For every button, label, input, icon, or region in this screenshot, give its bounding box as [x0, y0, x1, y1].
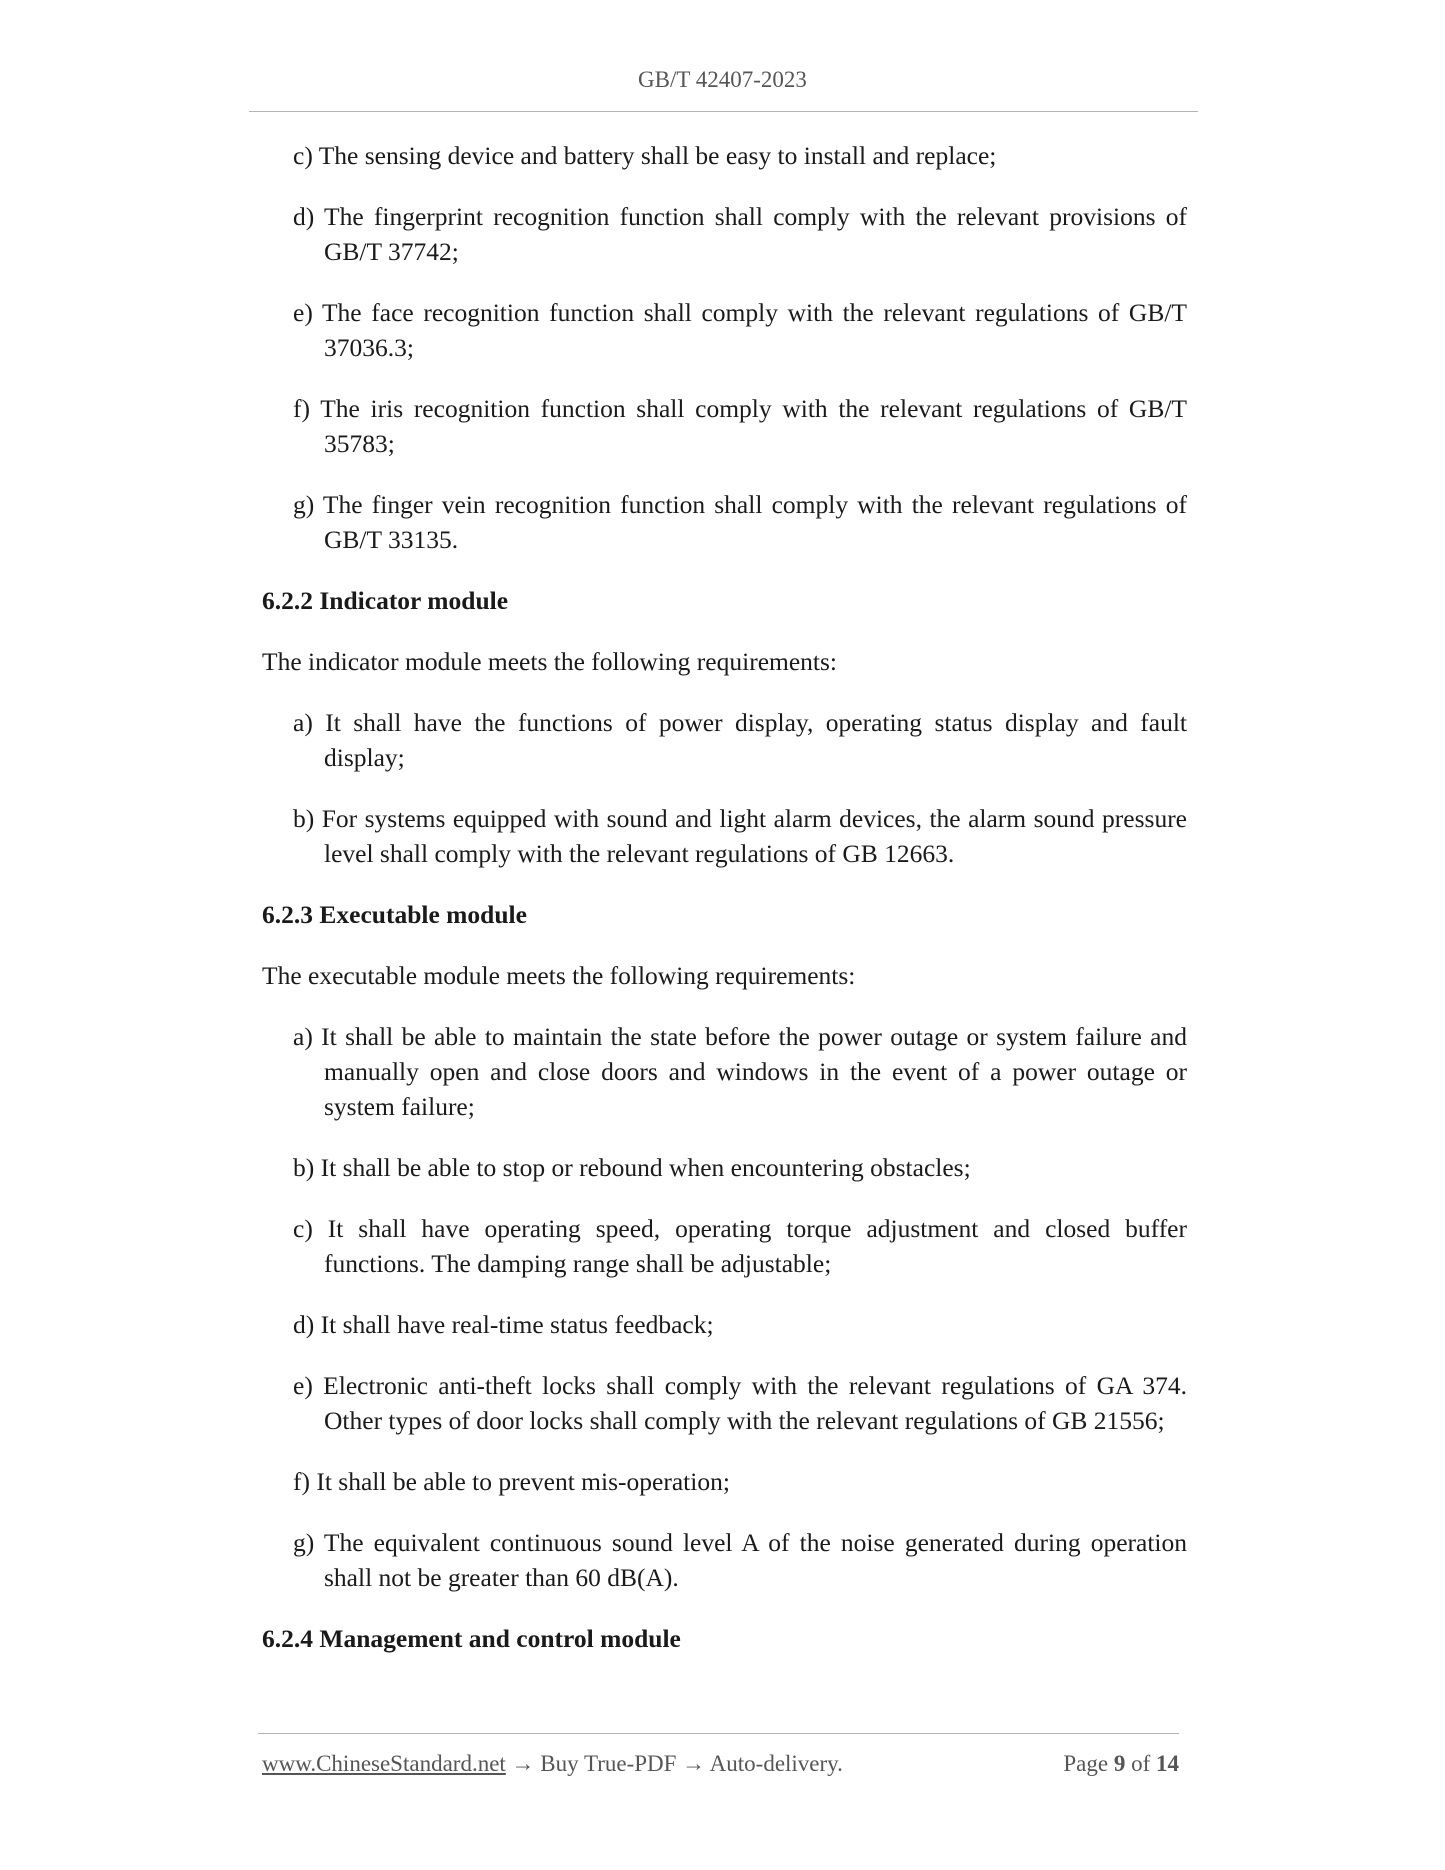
list-item: c) The sensing device and battery shall be easy to install and replace; [293, 141, 997, 170]
list-item: e) Electronic anti-theft locks shall comply with the relevant regulations of GA 374. Other types of door locks shall comply with the relevant regulations of GB 21556; [293, 1371, 1187, 1435]
list-item: a) It shall be able to maintain the state before the power outage or system failure and manually open and close doors and windows in the event of a power outage or system failure; [293, 1022, 1187, 1121]
page-number [1063, 1749, 1179, 1779]
section-heading-6-2-3: 6.2.3 Executable module [262, 900, 527, 929]
page-label: Page [1063, 1751, 1109, 1776]
footer-promo [262, 1749, 843, 1779]
promo-text: → Buy True-PDF → Auto-delivery. [505, 1751, 843, 1776]
list-item: g) The equivalent continuous sound level A of the noise generated during operation shall not be greater than 60 dB(A). [293, 1528, 1187, 1592]
list-item: f) It shall be able to prevent mis-operation; [293, 1467, 730, 1496]
document-body [262, 138, 1187, 1682]
site-link[interactable]: www.ChineseStandard.net [262, 1751, 506, 1776]
header-divider [249, 111, 1198, 112]
list-item: b) For systems equipped with sound and light alarm devices, the alarm sound pressure level shall comply with the relevant regulations of GB 12663. [293, 804, 1187, 868]
list-item: d) It shall have real-time status feedback; [293, 1310, 714, 1339]
list-item: c) It shall have operating speed, operating torque adjustment and closed buffer functions. The damping range shall be adjustable; [293, 1214, 1187, 1278]
list-item: f) The iris recognition function shall comply with the relevant regulations of GB/T 35783; [293, 394, 1187, 458]
list-item: a) It shall have the functions of power display, operating status display and fault display; [293, 708, 1187, 772]
section-heading-6-2-2: 6.2.2 Indicator module [262, 586, 509, 615]
list-item: g) The finger vein recognition function shall comply with the relevant regulations of GB/T 33135. [293, 490, 1187, 554]
list-item: d) The fingerprint recognition function shall comply with the relevant provisions of GB/T 37742; [293, 202, 1187, 266]
section-intro-6-2-2: The indicator module meets the following requirements: [262, 647, 838, 676]
page-current: 9 [1113, 1751, 1126, 1776]
section-heading-6-2-4: 6.2.4 Management and control module [262, 1624, 681, 1653]
page-of-label: of [1131, 1751, 1151, 1776]
list-item: b) It shall be able to stop or rebound when encountering obstacles; [293, 1153, 971, 1182]
page-total: 14 [1156, 1751, 1179, 1776]
list-item: e) The face recognition function shall comply with the relevant regulations of GB/T 37036.3; [293, 298, 1187, 362]
footer-divider [258, 1733, 1179, 1734]
page-header-doc-id: GB/T 42407-2023 [638, 67, 807, 92]
section-intro-6-2-3: The executable module meets the following requirements: [262, 961, 856, 990]
